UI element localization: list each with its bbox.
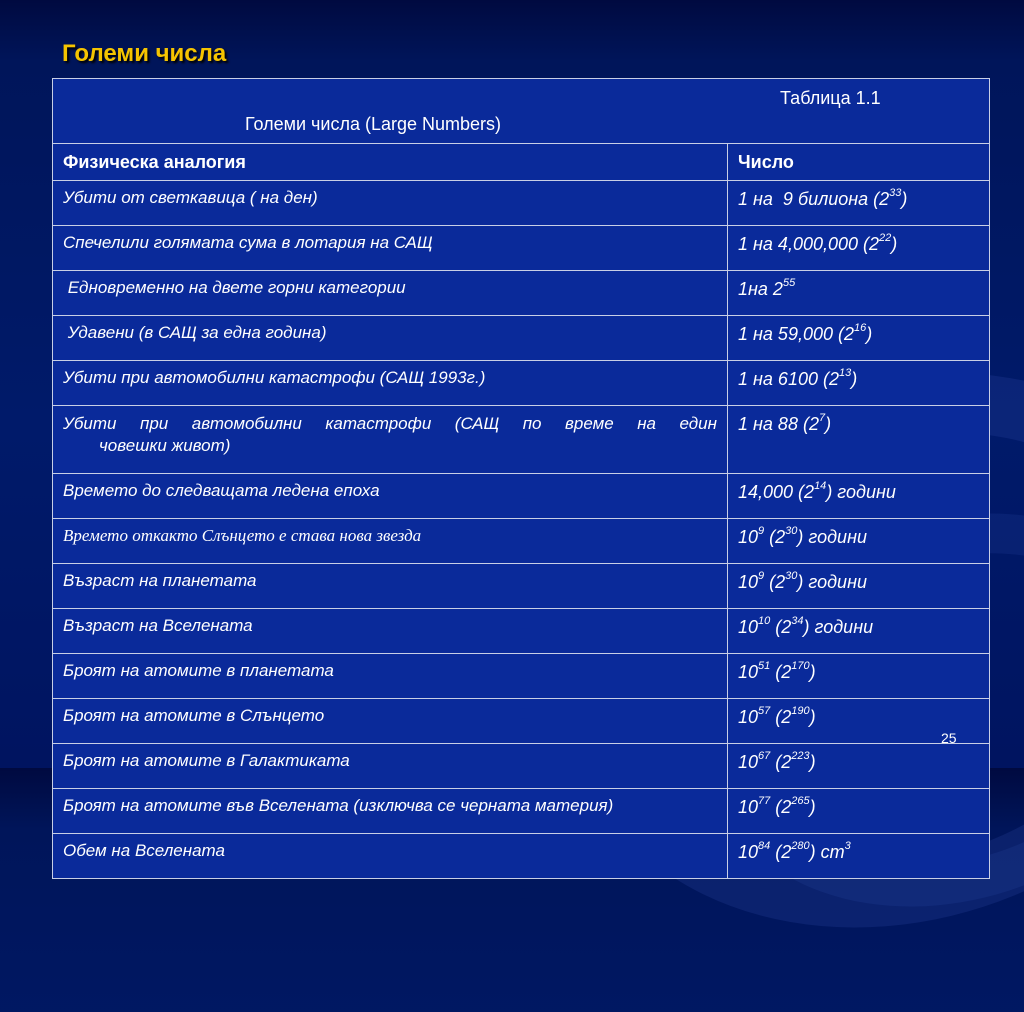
table-row [53,271,990,316]
table-row [53,181,990,226]
analogy-text: Възраст на планетата [63,571,257,590]
number-text: 1 на 9 билиона $(2^{33})$ [738,187,908,209]
exponent: 34 [791,615,804,627]
number-text: $10^{67}$ $(2^{223})$ [738,750,816,772]
slide-title: Големи числа [62,40,227,67]
number-cell [728,519,990,564]
table-caption-cell [53,79,990,144]
analogy-cell [53,564,728,609]
analogy-cell [53,744,728,789]
analogy-text: Времето до следващата ледена епоха [63,481,380,500]
table-row [53,361,990,406]
number-text: 1 на 4,000,000 $(2^{22})$ [738,232,898,254]
exponent: 190 [791,705,810,717]
number-cell [728,226,990,271]
exponent: 9 [758,525,765,537]
analogy-cell [53,181,728,226]
number-text: $10^9$ $(2^{30})$ години [738,525,867,547]
analogy-text: Убити от светкавица ( на ден) [63,188,318,207]
exponent: 223 [791,750,810,762]
analogy-cell [53,654,728,699]
table-row [53,834,990,879]
number-text: $10^{10}$ $(2^{34})$ години [738,615,874,637]
number-text: 1 на 59,000 $(2^{16})$ [738,322,873,344]
number-cell [728,361,990,406]
table-row [53,789,990,834]
exponent: 3 [844,840,851,852]
analogy-text: Времето откакто Слънцето е става нова звезда [63,526,422,545]
number-text: 1 на 88 $(2^7)$ [738,412,832,434]
table-header-row [53,144,990,181]
table-row [53,226,990,271]
column-header-analogy: Физическа аналогия [53,144,728,181]
analogy-cell [53,271,728,316]
table-caption-row [53,79,990,144]
analogy-text: Обем на Вселената [63,841,225,860]
exponent: 57 [758,705,771,717]
analogy-text: Едновременно на двете горни категории [63,278,406,297]
analogy-cell [53,316,728,361]
analogy-cell [53,834,728,879]
table-row [53,406,990,474]
large-numbers-table [52,78,990,879]
analogy-cell [53,519,728,564]
exponent: 10 [758,615,771,627]
number-cell [728,654,990,699]
table-row [53,564,990,609]
analogy-text: Спечелили голямата сума в лотария на САЩ [63,233,433,252]
analogy-text: Убити при автомобилни катастрофи (САЩ 1993г.) [63,368,486,387]
number-text: $10^9$ $(2^{30})$ години [738,570,867,592]
number-cell [728,406,990,474]
number-text: $10^{51}$ $(2^{170})$ [738,660,816,682]
analogy-cell [53,699,728,744]
number-text: $10^{77}$ $(2^{265})$ [738,795,816,817]
exponent: 22 [879,232,892,244]
exponent: 33 [889,187,902,199]
analogy-text-line2: човешки живот) [99,436,231,455]
analogy-text-line1: Убити при автомобилни катастрофи (САЩ по време на един [63,414,717,433]
exponent: 13 [838,367,852,379]
number-cell [728,789,990,834]
number-text: 1 на 6100 $(2^{13})$ [738,367,858,389]
table-row [53,654,990,699]
analogy-cell [53,406,728,474]
number-cell [728,181,990,226]
page-number: 25 [941,730,957,746]
number-cell [728,564,990,609]
analogy-text: Удавени (в САЩ за една година) [63,323,327,342]
analogy-text: Възраст на Вселената [63,616,253,635]
column-header-number: Число [728,144,990,181]
table-row [53,699,990,744]
exponent: 265 [791,795,810,807]
number-cell [728,271,990,316]
table-row [53,744,990,789]
exponent: 14 [814,480,827,492]
exponent: 30 [785,570,798,582]
analogy-cell [53,789,728,834]
number-text: 14,000 $(2^{14})$ години [738,480,896,502]
number-text: $10^{57}$ $(2^{190})$ [738,705,816,727]
number-cell [728,609,990,654]
number-cell [728,744,990,789]
table-row [53,474,990,519]
analogy-text: Броят на атомите в Слънцето [63,706,325,725]
exponent: 84 [758,840,771,852]
table-caption-label: Таблица 1.1 [780,88,881,108]
number-text: 1на $2^{55}$ [738,277,796,299]
analogy-text: Броят на атомите в планетата [63,661,334,680]
exponent: 280 [791,840,810,852]
table-row [53,609,990,654]
exponent: 170 [791,660,810,672]
analogy-text: Броят на атомите в Галактиката [63,751,350,770]
exponent: 55 [782,277,796,289]
analogy-cell [53,609,728,654]
analogy-cell [53,226,728,271]
table-caption-title: Големи числа (Large Numbers) [244,114,502,134]
number-cell [728,834,990,879]
exponent: 30 [785,525,798,537]
number-cell [728,474,990,519]
exponent: 67 [758,750,771,762]
exponent: 77 [758,795,771,807]
analogy-cell [53,474,728,519]
number-cell [728,316,990,361]
table-row [53,316,990,361]
number-text: $10^{84}$ $(2^{280})$ $cm^3$ [738,840,851,862]
exponent: 9 [758,570,765,582]
analogy-cell [53,361,728,406]
exponent: 51 [758,660,771,672]
exponent: 16 [854,322,867,334]
analogy-text: Броят на атомите във Вселената (изключва се черната материя) [63,796,614,815]
exponent: 7 [818,412,826,424]
table-row [53,519,990,564]
